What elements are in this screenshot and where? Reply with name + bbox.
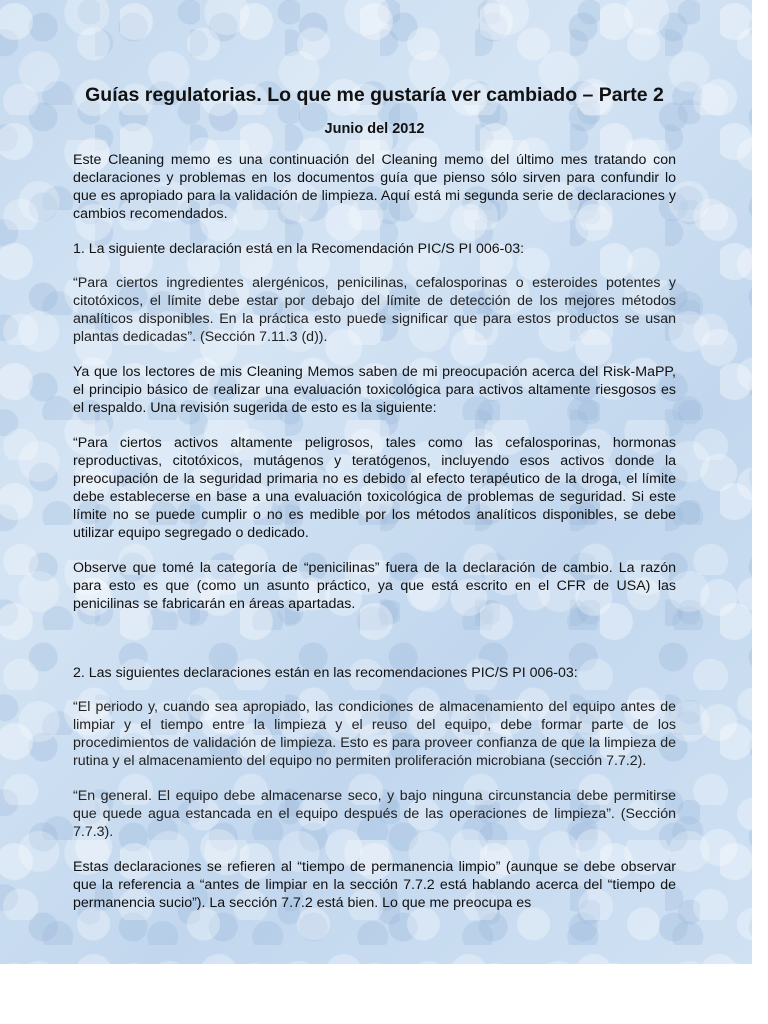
document-body [73, 84, 676, 929]
document-date: Junio del 2012 [324, 121, 425, 137]
paragraph-risk-mapp: Ya que los lectores de mis Cleaning Memos saben de mi preocupación acerca del Risk-MaPP, el principio básico de realizar una evaluación toxicológica para activos altamente riesgosos es el respaldo. Una revisión sugerida de esto es la siguiente: [73, 364, 676, 416]
document-title: Guías regulatorias. Lo que me gustaría ver cambiado – Parte 2 [85, 84, 664, 106]
paragraph-quote-3: “En general. El equipo debe almacenarse seco, y bajo ninguna circunstancia debe permitirse que quede agua estancada en el equipo después de las operaciones de limpieza”. (Sección 7.7.3). [73, 788, 676, 840]
paragraph-revision: “Para ciertos activos altamente peligrosos, tales como las cefalosporinas, hormonas reproductivas, citotóxicos, mutágenos y teratógenos, incluyendo esos activos donde la preocupación de la seguridad primaria no es debido al efecto terapéutico de la droga, el límite debe establecerse en base a una evaluación toxicológica de problemas de seguridad. Si este límite no se puede cumplir o no es medible por los métodos analíticos disponibles, se debe utilizar equipo segregado o dedicado. [73, 435, 676, 541]
paragraph-discussion: Estas declaraciones se refieren al “tiempo de permanencia limpio” (aunque se debe observar que la referencia a “antes de limpiar en la sección 7.7.2 está hablando acerca del “tiempo de permanencia sucio”). La sección 7.7.2 está bien. Lo que me preocupa es [73, 859, 676, 911]
paragraph-quote-2: “El periodo y, cuando sea apropiado, las condiciones de almacenamiento del equipo antes de limpiar y el tiempo entre la limpieza y el reuso del equipo, debe formar parte de los procedimientos de validación de limpieza. Esto es para proveer confianza de que la limpieza de rutina y el almacenamiento del equipo no permiten proliferación microbiana (sección 7.7.2). [73, 699, 676, 769]
paragraph-statement-2: 2. Las siguientes declaraciones están en las recomendaciones PIC/S PI 006-03: [73, 665, 578, 681]
paragraph-quote-1: “Para ciertos ingredientes alergénicos, penicilinas, cefalosporinas o esteroides potentes y citotóxicos, el límite debe estar por debajo del límite de detección de los mejores métodos analíticos disponibles. En la práctica esto puede significar que para estos productos se usan plantas dedicadas”. (Sección 7.11.3 (d)). [73, 275, 676, 345]
paragraph-statement-1: 1. La siguiente declaración está en la Recomendación PIC/S PI 006-03: [73, 241, 525, 257]
paragraph-penicillin-note: Observe que tomé la categoría de “penicilinas” fuera de la declaración de cambio. La razón para esto es que (como un asunto práctico, ya que está escrito en el CFR de USA) las penicilinas se fabricarán en áreas apartadas. [73, 560, 676, 612]
paragraph-intro: Este Cleaning memo es una continuación del Cleaning memo del último mes tratando con declaraciones y problemas en los documentos guía que pienso sólo sirven para confundir lo que es apropiado para la validación de limpieza. Aquí está mi segunda serie de declaraciones y cambios recomendados. [73, 152, 676, 222]
